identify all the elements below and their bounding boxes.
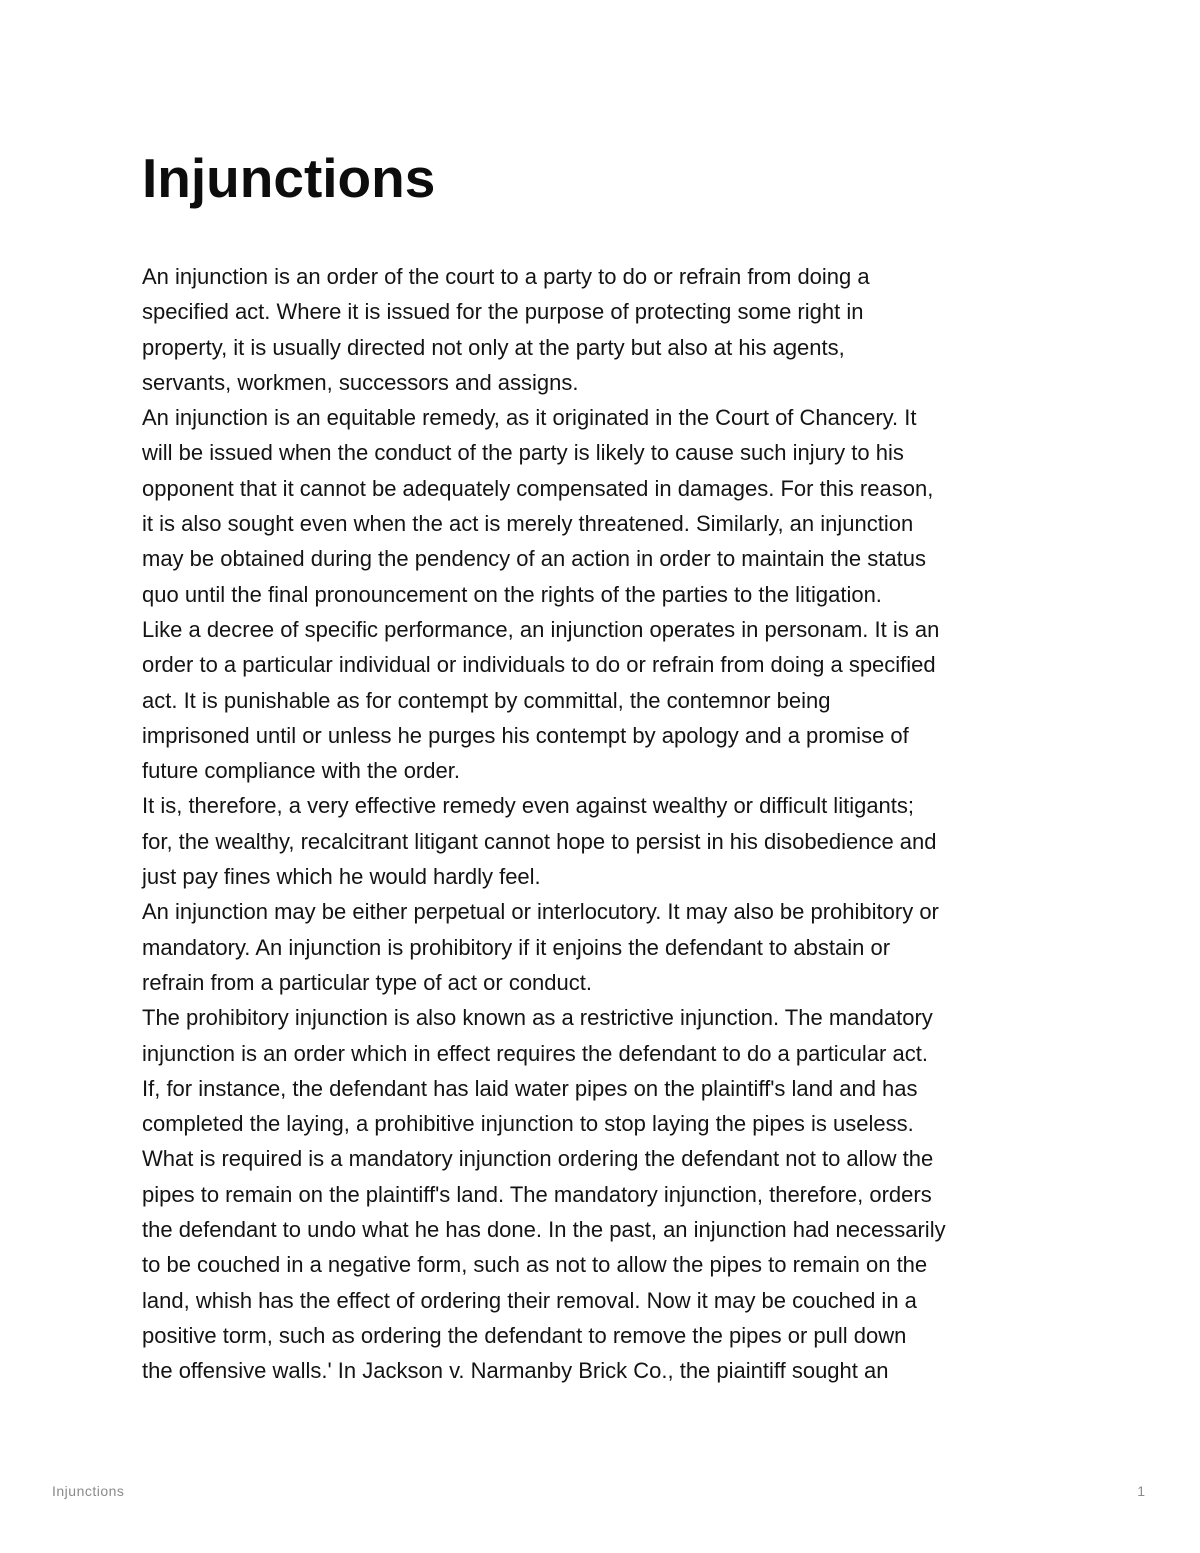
text-line: for, the wealthy, recalcitrant litigant cannot hope to persist in his disobedience and [142,828,937,854]
text-line: mandatory. An injunction is prohibitory if it enjoins the defendant to abstain or [142,934,891,960]
text-line: imprisoned until or unless he purges his contempt by apology and a promise of [142,722,909,748]
text-line: refrain from a particular type of act or conduct. [142,969,592,995]
text-line: An injunction is an equitable remedy, as it originated in the Court of Chancery. It [142,405,917,431]
text-line: to be couched in a negative form, such as not to allow the pipes to remain on the [142,1252,928,1278]
text-line: the offensive walls.' In Jackson v. Narmanby Brick Co., the piaintiff sought an [142,1358,889,1384]
page-title: Injunctions [142,147,436,209]
text-line: property, it is usually directed not only at the party but also at his agents, [142,334,845,360]
text-line: injunction is an order which in effect requires the defendant to do a particular act. [142,1040,928,1066]
page-number: 1 [1137,1483,1145,1499]
text-line: will be issued when the conduct of the party is likely to cause such injury to his [142,440,904,466]
text-line: opponent that it cannot be adequately compensated in damages. For this reason, [142,475,934,501]
text-line: pipes to remain on the plaintiff's land. The mandatory injunction, therefore, orders [142,1181,932,1207]
text-line: servants, workmen, successors and assigns. [142,369,579,395]
text-line: If, for instance, the defendant has laid water pipes on the plaintiff's land and has [142,1075,918,1101]
text-line: future compliance with the order. [142,758,460,784]
text-line: it is also sought even when the act is merely threatened. Similarly, an injunction [142,511,914,537]
text-line: An injunction may be either perpetual or interlocutory. It may also be prohibitory or [142,899,939,925]
text-line: act. It is punishable as for contempt by committal, the contemnor being [142,687,831,713]
body-text [142,259,1072,1389]
text-line: may be obtained during the pendency of an action in order to maintain the status [142,546,926,572]
text-line: land, whish has the effect of ordering their removal. Now it may be couched in a [142,1287,917,1313]
text-line: specified act. Where it is issued for the purpose of protecting some right in [142,299,864,325]
footer-title: Injunctions [52,1483,125,1499]
text-line: completed the laying, a prohibitive injunction to stop laying the pipes is useless. [142,1111,914,1137]
text-line: Like a decree of specific performance, an injunction operates in personam. It is an [142,616,940,642]
text-line: just pay fines which he would hardly feel. [142,864,541,890]
text-line: positive torm, such as ordering the defendant to remove the pipes or pull down [142,1322,907,1348]
text-line: It is, therefore, a very effective remedy even against wealthy or difficult litigants; [142,793,915,819]
text-line: order to a particular individual or individuals to do or refrain from doing a specified [142,652,936,678]
text-line: An injunction is an order of the court to a party to do or refrain from doing a [142,264,870,289]
text-line: The prohibitory injunction is also known as a restrictive injunction. The mandatory [142,1005,933,1031]
text-line: What is required is a mandatory injunction ordering the defendant not to allow the [142,1146,934,1172]
text-line: the defendant to undo what he has done. In the past, an injunction had necessarily [142,1217,946,1243]
text-line: quo until the final pronouncement on the rights of the parties to the litigation. [142,581,882,607]
